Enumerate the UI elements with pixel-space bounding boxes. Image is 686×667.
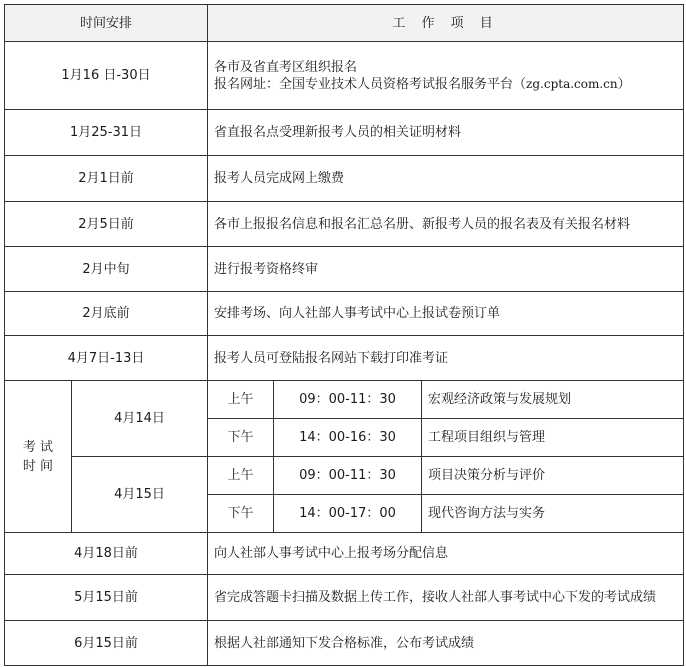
row-work-line2 <box>214 76 677 93</box>
exam-hours: 09：00-11：30 <box>274 457 422 495</box>
row-work: 根据人社部通知下发合格标准，公布考试成绩 <box>208 621 684 666</box>
row-time: 4月18日前 <box>5 533 208 575</box>
row-time: 2月5日前 <box>5 202 208 247</box>
row-time: 2月中旬 <box>5 247 208 292</box>
row-time: 6月15日前 <box>5 621 208 666</box>
schedule-row <box>5 202 684 247</box>
row-work: 省完成答题卡扫描及数据上传工作，接收人社部人事考试中心下发的考试成绩 <box>208 575 684 621</box>
schedule-row <box>5 575 684 621</box>
row-work: 报考人员完成网上缴费 <box>208 156 684 202</box>
row-work <box>208 42 684 110</box>
row-time: 5月15日前 <box>5 575 208 621</box>
exam-schedule-table <box>4 4 684 666</box>
row-work: 向人社部人事考试中心上报考场分配信息 <box>208 533 684 575</box>
schedule-row <box>5 621 684 666</box>
schedule-row <box>5 336 684 381</box>
header-time: 时间安排 <box>5 5 208 42</box>
row-work: 安排考场、向人社部人事考试中心上报试卷预订单 <box>208 292 684 336</box>
schedule-row <box>5 110 684 156</box>
row-time: 1月25-31日 <box>5 110 208 156</box>
row-time: 2月底前 <box>5 292 208 336</box>
schedule-row <box>5 247 684 292</box>
row-work-line1: 各市及省直考区组织报名 <box>214 59 358 75</box>
row-work: 进行报考资格终审 <box>208 247 684 292</box>
exam-period: 上午 <box>208 381 274 419</box>
exam-date: 4月14日 <box>72 381 208 457</box>
exam-date: 4月15日 <box>72 457 208 533</box>
schedule-row <box>5 292 684 336</box>
row-time: 1月16 日-30日 <box>5 42 208 110</box>
exam-subject: 工程项目组织与管理 <box>422 419 684 457</box>
exam-period: 下午 <box>208 419 274 457</box>
exam-hours: 09：00-11：30 <box>274 381 422 419</box>
exam-period: 下午 <box>208 495 274 533</box>
schedule-row <box>5 42 684 110</box>
schedule-row <box>5 156 684 202</box>
registration-url: zg.cpta.com.cn <box>526 76 618 91</box>
exam-subject: 现代咨询方法与实务 <box>422 495 684 533</box>
row-work: 省直报名点受理新报考人员的相关证明材料 <box>208 110 684 156</box>
exam-subject: 宏观经济政策与发展规划 <box>422 381 684 419</box>
schedule-row <box>5 533 684 575</box>
row-work: 报考人员可登陆报名网站下载打印准考证 <box>208 336 684 381</box>
exam-hours: 14：00-17：00 <box>274 495 422 533</box>
exam-subject: 项目决策分析与评价 <box>422 457 684 495</box>
exam-time-label: 考 试 时 间 <box>5 381 72 533</box>
exam-session-row <box>5 457 684 495</box>
exam-session-row <box>5 381 684 419</box>
exam-period: 上午 <box>208 457 274 495</box>
header-work: 工 作 项 目 <box>208 5 684 42</box>
header-row <box>5 5 684 42</box>
row-work: 各市上报报名信息和报名汇总名册、新报考人员的报名表及有关报名材料 <box>208 202 684 247</box>
row-time: 2月1日前 <box>5 156 208 202</box>
url-suffix: ） <box>617 76 631 92</box>
row-time: 4月7日-13日 <box>5 336 208 381</box>
url-prefix: 报名网址：全国专业技术人员资格考试报名服务平台（ <box>214 76 527 92</box>
exam-hours: 14：00-16：30 <box>274 419 422 457</box>
